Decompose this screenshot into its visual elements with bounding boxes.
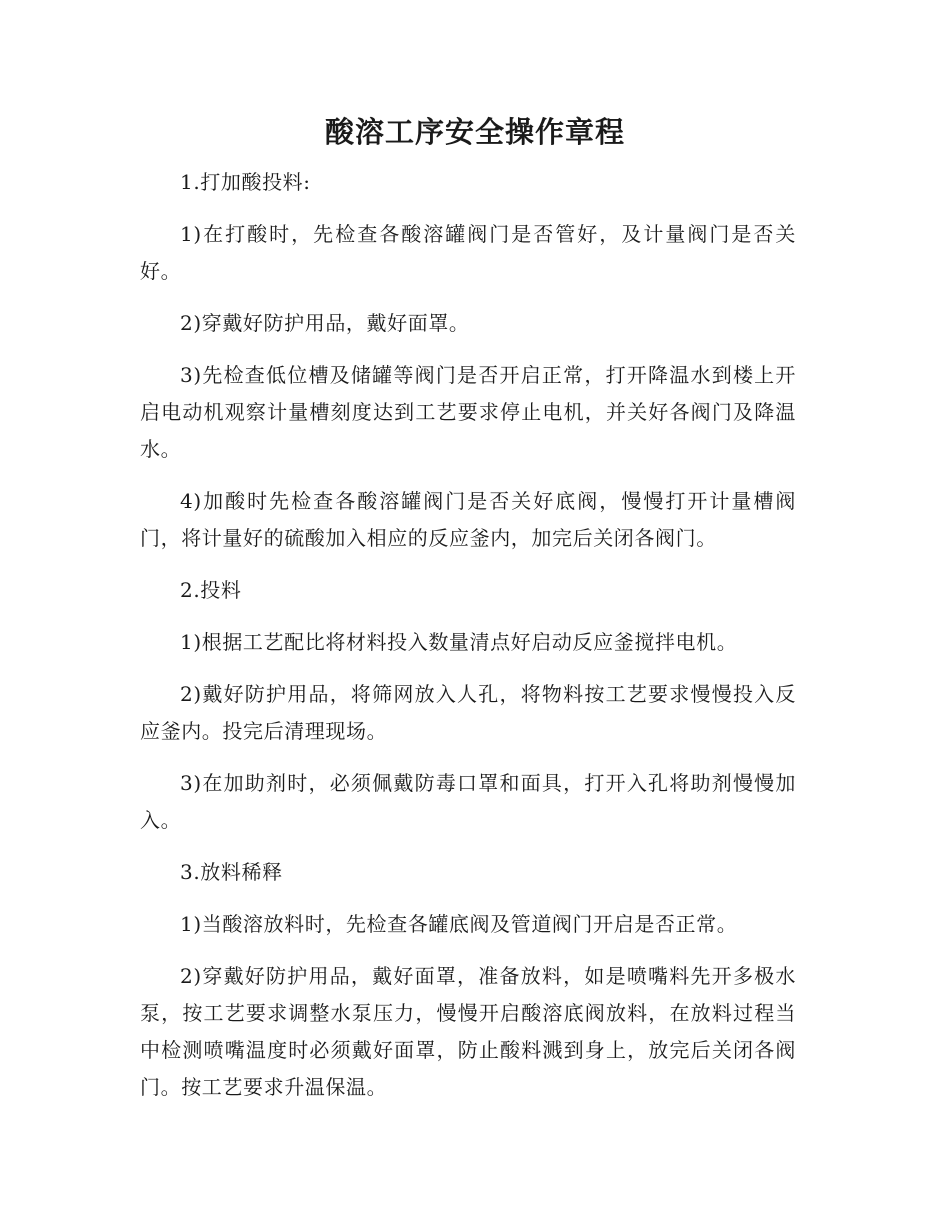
paragraph: 1)根据工艺配比将材料投入数量清点好启动反应釜搅拌电机。: [180, 630, 738, 654]
paragraph: 4)加酸时先检查各酸溶罐阀门是否关好底阀，慢慢打开计量槽阀门，将计量好的硫酸加入相应的反应釜内，加完后关闭各阀门。: [140, 489, 796, 550]
paragraph: 1)在打酸时，先检查各酸溶罐阀门是否管好，及计量阀门是否关好。: [140, 222, 796, 283]
paragraph: 3)先检查低位槽及储罐等阀门是否开启正常，打开降温水到楼上开启电动机观察计量槽刻度达到工艺要求停止电机，并关好各阀门及降温水。: [140, 363, 796, 461]
section-heading-1: 1.打加酸投料:: [180, 170, 311, 194]
paragraph: 2)戴好防护用品，将筛网放入人孔，将物料按工艺要求慢慢投入反应釜内。投完后清理现场。: [140, 682, 796, 743]
paragraph: 1)当酸溶放料时，先检查各罐底阀及管道阀门开启是否正常。: [180, 912, 738, 936]
document-title: 酸溶工序安全操作章程: [324, 115, 625, 149]
section-heading-3: 3.放料稀释: [180, 860, 283, 884]
paragraph: 2)穿戴好防护用品，戴好面罩。: [180, 311, 470, 335]
paragraph: 2)穿戴好防护用品，戴好面罩，准备放料，如是喷嘴料先开多极水泵，按工艺要求调整水泵压力，慢慢开启酸溶底阀放料，在放料过程当中检测喷嘴温度时必须戴好面罩，防止酸料溅到身上，放完后关闭各阀门。按工艺要求升温保温。: [140, 964, 796, 1099]
section-heading-2: 2.投料: [180, 578, 242, 602]
paragraph: 3)在加助剂时，必须佩戴防毒口罩和面具，打开入孔将助剂慢慢加入。: [140, 771, 796, 832]
document-body: [140, 164, 796, 1121]
